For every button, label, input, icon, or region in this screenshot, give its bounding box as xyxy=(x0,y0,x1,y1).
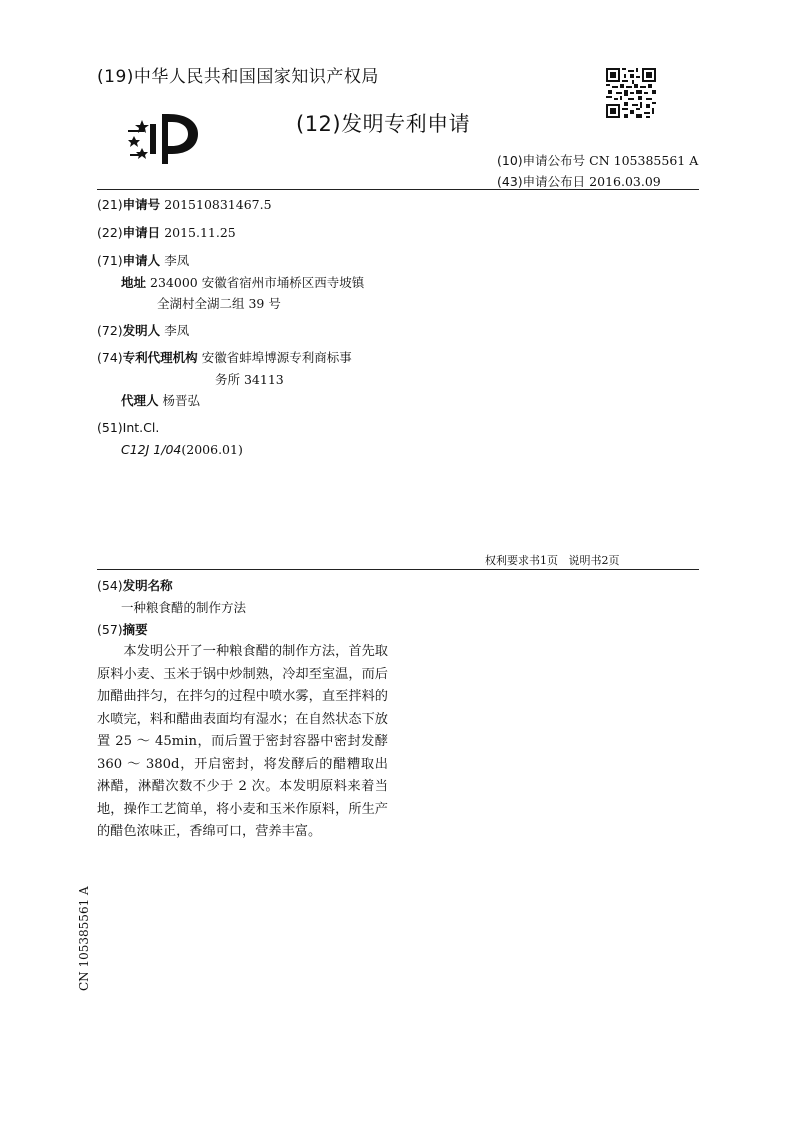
claims-pages: 权利要求书1页 xyxy=(485,554,558,567)
agency-name-line2: 务所 34113 xyxy=(215,372,284,387)
field-code: (22) xyxy=(97,225,123,240)
agent-name: 杨晋弘 xyxy=(162,393,201,408)
field-code: (54) xyxy=(97,578,123,593)
qr-code-icon xyxy=(606,68,656,118)
ipc-classification xyxy=(121,442,243,457)
address-continuation xyxy=(157,294,281,312)
publication-date: 2016.03.09 xyxy=(589,174,661,189)
ipc-class: C12J 1/04 xyxy=(121,442,182,457)
inventor-name: 李凤 xyxy=(164,323,190,338)
address-line2: 全湖村全湖二组 39 号 xyxy=(157,296,281,311)
title-label: 发明名称 xyxy=(122,578,173,593)
publication-date-row xyxy=(497,172,661,190)
header-divider xyxy=(97,189,699,190)
abstract-text: 本发明公开了一种粮食醋的制作方法，首先取原料小麦、玉米于锅中炒制熟，冷却至室温，而后加醋曲拌匀，在拌匀的过程中喷水雾，直至拌料的水喷完，料和醋曲表面均有湿水；在自然状态下放置 25 ～ 45min，而后置于密封容器中密封发酵 360 ～ 380d，开启密封，将发酵后的醋糟取出淋醋，淋醋次数不少于 2 次。本发明原料来着当地，操作工艺简单，将小麦和玉米作原料，所生产的醋色浓味正，香绵可口，营养丰富。 xyxy=(97,644,388,839)
agency-label: 专利代理机构 xyxy=(122,350,198,365)
field-code: (21) xyxy=(97,197,123,212)
address-label: 地址 xyxy=(121,275,147,290)
description-pages: 说明书2页 xyxy=(568,554,620,567)
applicant-label: 申请人 xyxy=(122,253,161,268)
application-number-row xyxy=(97,195,272,213)
page-count-info xyxy=(485,552,620,568)
ipc-row xyxy=(97,420,159,435)
publication-number-label: (10)申请公布号 xyxy=(497,153,586,168)
applicant-row xyxy=(97,251,189,269)
title-row xyxy=(97,576,173,594)
address-line1: 234000 安徽省宿州市埇桥区西寺坡镇 xyxy=(150,275,365,290)
field-code: (72) xyxy=(97,323,123,338)
patent-office-name: (19)中华人民共和国国家知识产权局 xyxy=(97,67,379,87)
invention-title-text: 一种粮食醋的制作方法 xyxy=(121,600,247,615)
side-code-text: CN 105385561 A xyxy=(77,886,91,991)
agency-row xyxy=(97,348,352,366)
agent-label: 代理人 xyxy=(121,393,159,408)
field-code: (74) xyxy=(97,350,123,365)
side-publication-code xyxy=(70,888,100,992)
abstract-label: 摘要 xyxy=(122,622,148,637)
agency-continuation xyxy=(215,370,284,388)
application-date-row xyxy=(97,223,236,241)
agency-name-line1: 安徽省蚌埠博源专利商标事 xyxy=(201,350,352,365)
application-number: 201510831467.5 xyxy=(164,197,272,212)
inventor-row xyxy=(97,321,189,339)
application-number-label: 申请号 xyxy=(122,197,161,212)
applicant-name: 李凤 xyxy=(164,253,190,268)
application-date: 2015.11.25 xyxy=(164,225,236,240)
field-code: (57) xyxy=(97,622,123,637)
invention-title xyxy=(121,598,246,616)
inventor-label: 发明人 xyxy=(122,323,161,338)
section-divider xyxy=(97,569,699,570)
address-row xyxy=(121,273,364,291)
publication-date-label: (43)申请公布日 xyxy=(497,174,586,189)
abstract-heading-row xyxy=(97,620,148,638)
agent-row xyxy=(121,391,200,409)
application-date-label: 申请日 xyxy=(122,225,161,240)
field-code: (71) xyxy=(97,253,123,268)
ipc-label: Int.Cl. xyxy=(122,420,160,435)
publication-number-row xyxy=(497,151,698,169)
ipc-date: (2006.01) xyxy=(181,442,243,457)
document-type-title: (12)发明专利申请 xyxy=(296,112,471,136)
cnipa-logo-icon xyxy=(128,110,204,166)
publication-number: CN 105385561 A xyxy=(589,153,699,168)
field-code: (51) xyxy=(97,420,123,435)
